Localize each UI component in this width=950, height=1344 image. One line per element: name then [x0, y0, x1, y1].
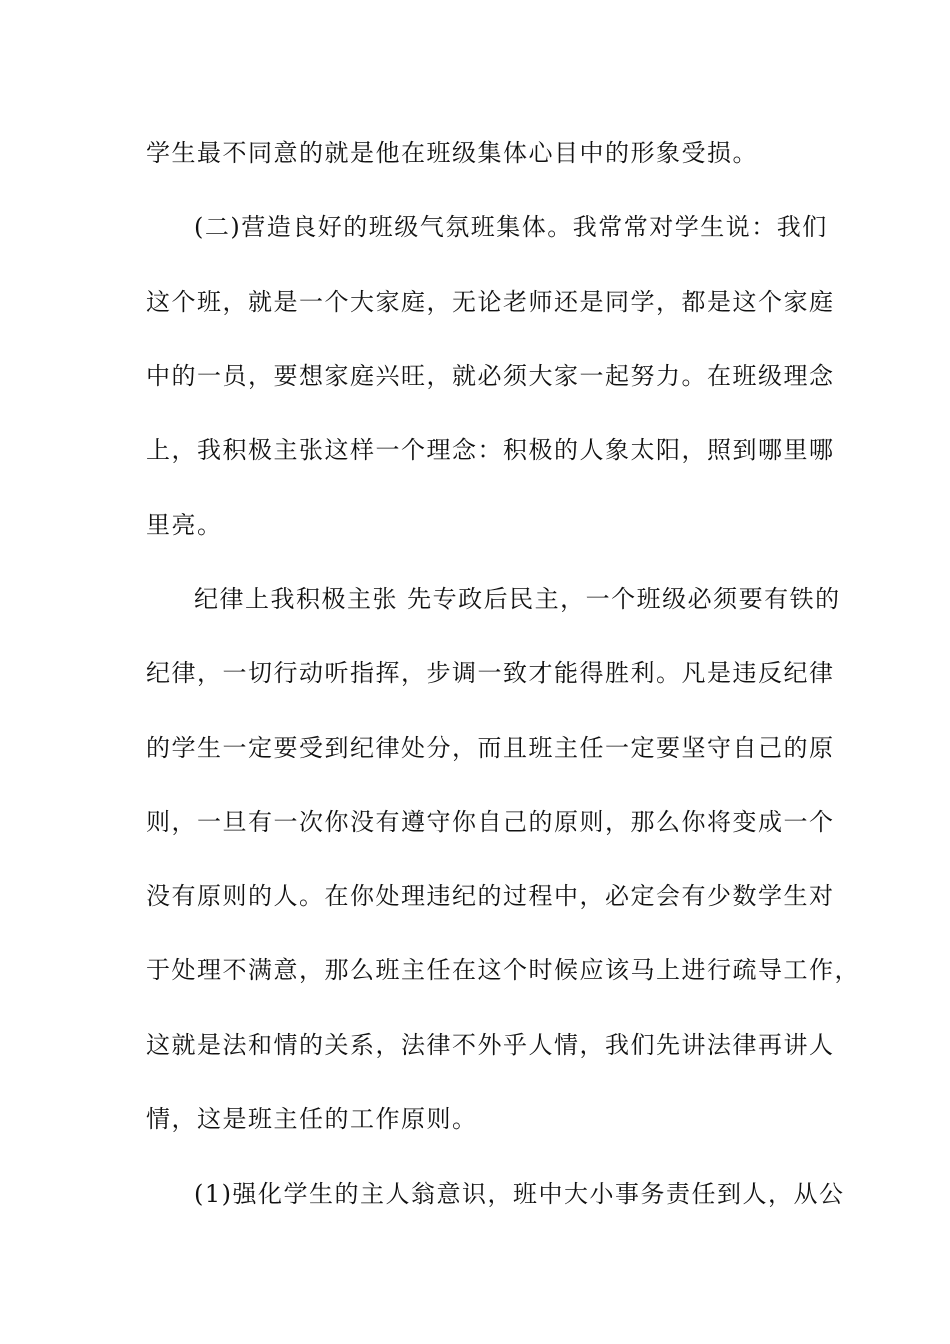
text-line: (二)营造良好的班级气氛班集体。我常常对学生说：我们 — [194, 213, 828, 241]
text-line: 中的一员，要想家庭兴旺，就必须大家一起努力。在班级理念 — [146, 362, 835, 390]
text-line: 学生最不同意的就是他在班级集体心目中的形象受损。 — [146, 139, 758, 167]
text-line: 于处理不满意，那么班主任在这个时候应该马上进行疏导工作， — [146, 956, 860, 984]
text-line: 情，这是班主任的工作原则。 — [146, 1105, 478, 1133]
text-line: 没有原则的人。在你处理违纪的过程中，必定会有少数学生对 — [146, 882, 835, 910]
text-line: 纪律，一切行动听指挥，步调一致才能得胜利。凡是违反纪律 — [146, 659, 835, 687]
text-line: (1)强化学生的主人翁意识，班中大小事务责任到人，从公 — [194, 1180, 845, 1208]
text-line: 上，我积极主张这样一个理念：积极的人象太阳，照到哪里哪 — [146, 436, 835, 464]
text-line: 这个班，就是一个大家庭，无论老师还是同学，都是这个家庭 — [146, 288, 835, 316]
text-line: 的学生一定要受到纪律处分，而且班主任一定要坚守自己的原 — [146, 734, 835, 762]
text-line: 这就是法和情的关系，法律不外乎人情，我们先讲法律再讲人 — [146, 1031, 835, 1059]
text-line: 纪律上我积极主张 先专政后民主，一个班级必须要有铁的 — [194, 585, 841, 613]
text-line: 里亮。 — [146, 511, 223, 539]
text-line: 则，一旦有一次你没有遵守你自己的原则，那么你将变成一个 — [146, 808, 835, 836]
